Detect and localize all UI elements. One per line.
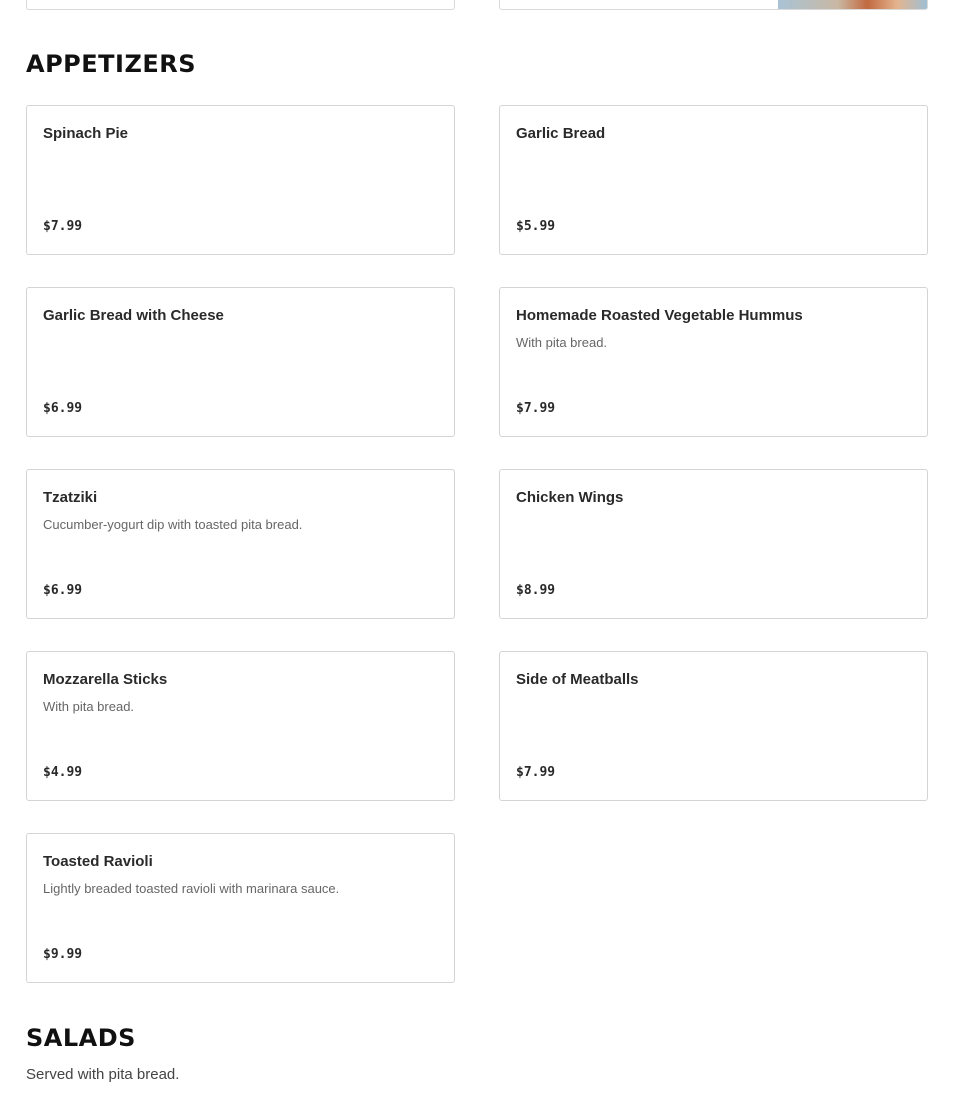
food-photo — [778, 0, 927, 9]
item-description: With pita bread. — [516, 335, 608, 350]
menu-item-card[interactable] — [499, 105, 928, 255]
previous-menu-item-card[interactable] — [26, 0, 455, 10]
item-price: $8.99 — [516, 583, 556, 598]
item-price: $5.99 — [516, 219, 556, 234]
menu-item-card[interactable] — [26, 469, 455, 619]
item-name: Mozzarella Sticks — [43, 671, 168, 688]
item-name: Tzatziki — [43, 489, 98, 506]
menu-item-card[interactable] — [499, 287, 928, 437]
menu-item-card[interactable] — [26, 651, 455, 801]
item-price: $6.99 — [43, 401, 83, 416]
appetizers-grid — [26, 105, 928, 983]
section-title-appetizers: APPETIZERS — [26, 50, 197, 78]
menu-item-card[interactable] — [499, 469, 928, 619]
item-description: Lightly breaded toasted ravioli with marinara sauce. — [43, 881, 340, 896]
item-name: Homemade Roasted Vegetable Hummus — [516, 307, 803, 324]
item-price: $7.99 — [516, 765, 556, 780]
section-title-salads: SALADS — [26, 1024, 136, 1052]
menu-item-card[interactable] — [499, 651, 928, 801]
item-name: Side of Meatballs — [516, 671, 639, 688]
previous-menu-item-card[interactable] — [499, 0, 928, 10]
item-name: Garlic Bread — [516, 125, 606, 142]
item-price: $4.99 — [43, 765, 83, 780]
menu-item-card[interactable] — [26, 833, 455, 983]
item-description: Cucumber-yogurt dip with toasted pita bread. — [43, 517, 303, 532]
item-name: Spinach Pie — [43, 125, 129, 142]
section-subtitle-salads: Served with pita bread. — [26, 1066, 180, 1083]
item-name: Chicken Wings — [516, 489, 624, 506]
item-name: Toasted Ravioli — [43, 853, 153, 870]
menu-item-card[interactable] — [26, 287, 455, 437]
item-price: $6.99 — [43, 583, 83, 598]
item-price: $9.99 — [43, 947, 83, 962]
item-price: $7.99 — [43, 219, 83, 234]
item-description: With pita bread. — [43, 699, 135, 714]
item-price: $7.99 — [516, 401, 556, 416]
menu-item-card[interactable] — [26, 105, 455, 255]
item-name: Garlic Bread with Cheese — [43, 307, 224, 324]
